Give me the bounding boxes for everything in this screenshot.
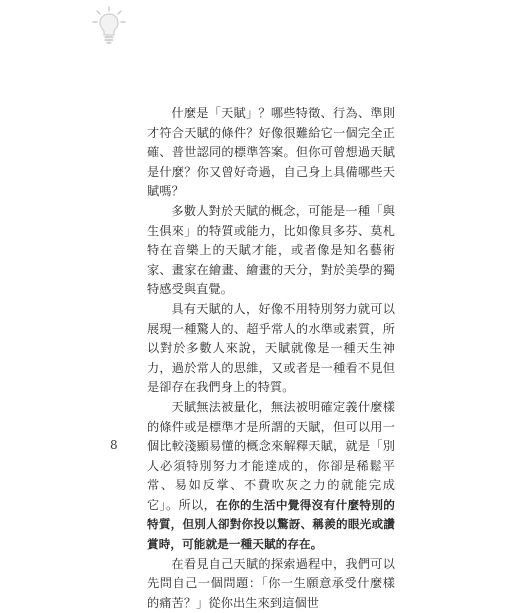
paragraph-4 — [147, 398, 395, 555]
body-text — [147, 104, 395, 613]
paragraph-3: 具有天賦的人，好像不用特別努力就可以展現一種驚人的、超乎常人的水準或素質，所以對於多數人來說，天賦就像是一種天生神力，過於常人的思維，又或者是一種看不見但是卻存在我們身上的特質。 — [147, 301, 395, 395]
paragraph-1: 什麼是「天賦」？哪些特徵、行為、準則才符合天賦的條件？好像很難給它一個完全正確、普世認同的標準答案。但你可曾想過天賦是什麼？你又曾好奇過，自己身上具備哪些天賦嗎？ — [147, 106, 395, 199]
lightbulb-icon — [92, 6, 126, 46]
paragraph-4-text: 天賦無法被量化，無法被明確定義什麼樣的條件或是標準才是所謂的天賦，但可以用一個比較淺顯易懂的概念來解釋天賦，就是「別人必須特別努力才能達成的，你卻是稀鬆平常、易如反掌、不費吹灰之力的就能完成它」。所以， — [147, 399, 395, 512]
paragraph-4-emphasis: 在你的生活中覺得沒有什麼特別的特質，但別人卻對你投以驚訝、稱羨的眼光或讚賞時，可能就是一種天賦的存在。 — [147, 497, 395, 552]
page-number: 8 — [110, 438, 118, 452]
paragraph-5: 在看見自己天賦的探索過程中，我們可以先問自己一個問題：「你一生願意承受什麼樣的痛苦？」從你出生來到這個世 — [147, 556, 395, 610]
paragraph-2: 多數人對於天賦的概念，可能是一種「與生俱來」的特質或能力，比如像貝多芬、莫札特在音樂上的天賦才能，或者像是知名藝術家、畫家在繪畫、繪畫的天分，對於美學的獨特感受與直覺。 — [147, 203, 395, 297]
